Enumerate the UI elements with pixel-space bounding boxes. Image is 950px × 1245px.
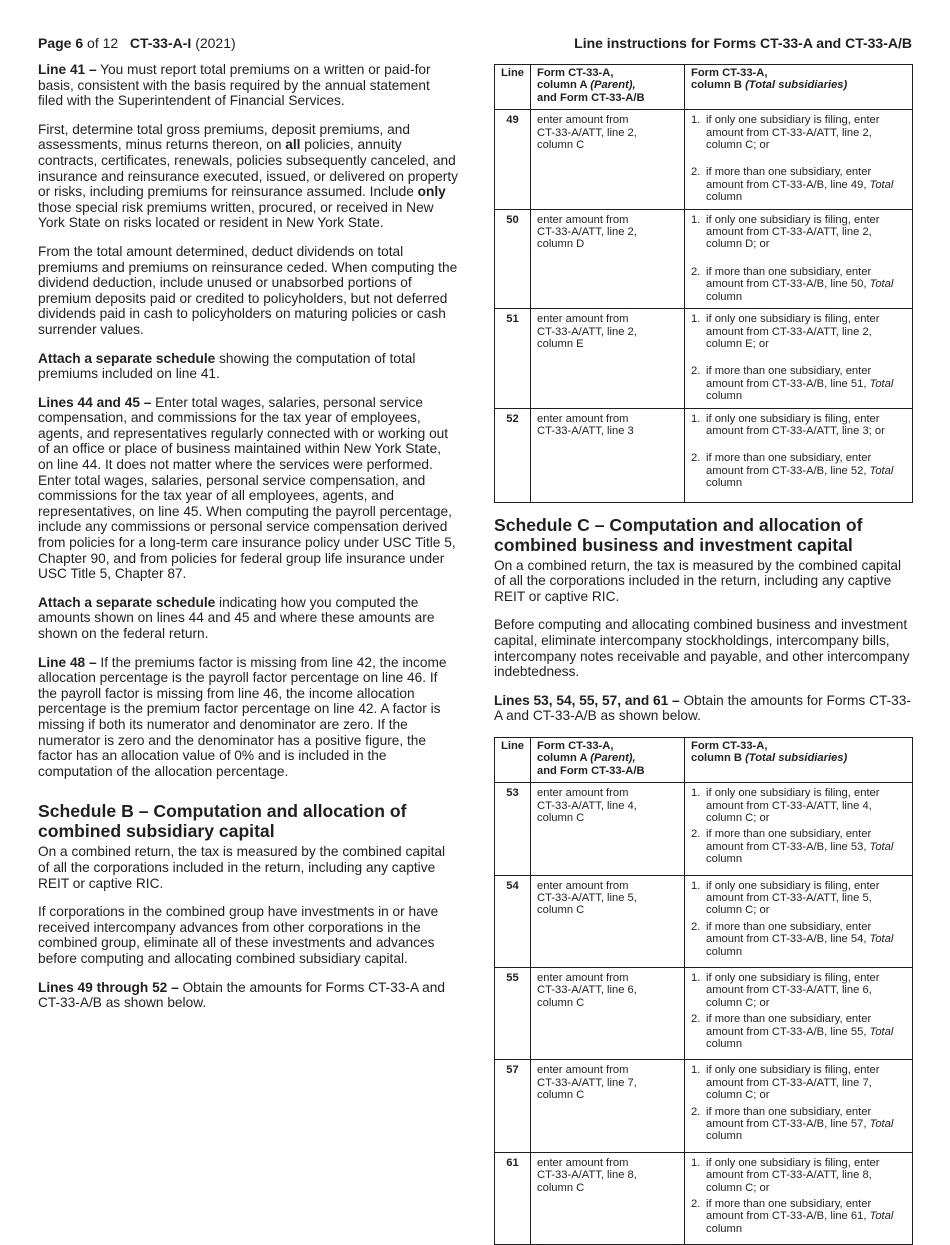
table-row	[495, 209, 913, 308]
option-1	[691, 1064, 906, 1101]
option-1	[691, 972, 906, 1009]
option-text: if only one subsidiary is filing, enter amount from CT-33-A/ATT, line 2, column D; or	[706, 213, 880, 251]
right-column	[494, 64, 912, 1245]
header-text: column A	[537, 79, 591, 92]
emphasis-all: all	[285, 137, 301, 153]
form-year: (2021)	[195, 35, 236, 51]
gross-premiums-text-c: those special risk premiums written, procured, or received in New York State on risks located or resident in New York State.	[38, 199, 434, 231]
option-text-main: if more than one subsidiary, enter amount from CT-33-A/B, line 57,	[706, 1105, 872, 1131]
option-2	[691, 1013, 906, 1050]
option-number: 2.	[691, 365, 701, 378]
subsidiary-instruction	[685, 875, 913, 967]
option-text	[706, 921, 906, 958]
schedule-c-paragraph-1: On a combined return, the tax is measured by the combined capital of all the corporations included in the return, including any captive REIT or captive RIC.	[494, 557, 902, 604]
header-text: Form CT-33-A,	[537, 739, 614, 752]
parent-instruction-text: enter amount from CT-33-A/ATT, line 7, column C	[537, 1064, 637, 1102]
option-number: 1.	[691, 313, 701, 326]
option-text	[706, 452, 906, 489]
option-text	[706, 1013, 906, 1050]
emphasis-only: only	[417, 184, 446, 200]
line-48-label: Line 48 –	[38, 654, 97, 670]
total-word: Total	[869, 278, 894, 291]
lines-53-61-paragraph	[494, 693, 912, 724]
schedule-b-heading: Schedule B – Computation and allocation of combined subsidiary capital	[38, 801, 407, 842]
parent-instruction	[531, 209, 685, 308]
table-row	[495, 1060, 913, 1152]
line-number: 50	[495, 209, 531, 308]
total-word: Total	[869, 377, 894, 390]
parent-instruction-text: enter amount from CT-33-A/ATT, line 5, column C	[537, 879, 637, 917]
lines-53-61-label: Lines 53, 54, 55, 57, and 61 –	[494, 692, 680, 708]
total-word: Total	[869, 464, 894, 477]
header-text: (Parent),	[590, 79, 636, 92]
gross-premiums-text-a: First, determine total gross premiums, deposit premiums, and assessments, minus returns thereon, on	[38, 121, 410, 153]
page-of: of 12	[87, 35, 119, 51]
option-text-main: if more than one subsidiary, enter amount from CT-33-A/B, line 49,	[706, 166, 872, 191]
total-word: Total	[869, 840, 894, 853]
option-text: if only one subsidiary is filing, enter amount from CT-33-A/ATT, line 6, column C; or	[706, 971, 880, 1009]
option-text: if only one subsidiary is filing, enter amount from CT-33-A/ATT, line 7, column C; or	[706, 1064, 880, 1102]
option-text: if only one subsidiary is filing, enter amount from CT-33-A/ATT, line 8, column C; or	[706, 1156, 880, 1194]
parent-instruction	[531, 408, 685, 502]
parent-instruction-text: enter amount from CT-33-A/ATT, line 8, column C	[537, 1156, 637, 1194]
option-number: 2.	[691, 828, 701, 841]
option-text	[706, 1106, 906, 1143]
attach-schedule-text-1: showing the computation of total premiums included on line 41.	[38, 350, 416, 382]
lines-53-61-text: Obtain the amounts for Forms CT-33-A and CT-33-A/B as shown below.	[494, 692, 911, 724]
parent-instruction	[531, 967, 685, 1059]
header-text: column B	[691, 752, 746, 765]
option-number: 1.	[691, 879, 701, 892]
option-text	[706, 266, 906, 303]
option-1	[691, 214, 906, 251]
schedule-b-lines-table	[494, 64, 913, 503]
option-2	[691, 266, 906, 303]
lines-49-52-paragraph	[38, 980, 458, 1011]
line-number: 49	[495, 110, 531, 209]
option-number: 1.	[691, 787, 701, 800]
option-number: 2.	[691, 920, 701, 933]
option-text-main: if more than one subsidiary, enter amount from CT-33-A/B, line 51,	[706, 365, 872, 390]
subsidiary-instruction	[685, 209, 913, 308]
option-text	[706, 828, 906, 865]
parent-instruction	[531, 309, 685, 408]
option-text: if only one subsidiary is filing, enter amount from CT-33-A/ATT, line 2, column E; or	[706, 313, 880, 350]
parent-instruction	[531, 875, 685, 967]
line-41-paragraph	[38, 62, 458, 109]
dividends-paragraph: From the total amount determined, deduct dividends on total premiums and premiums on reinsurance ceded. When computing the dividend deduction, include unused or unabsorbed portions of premium deposits paid or credited to policyholders, but not deferred dividends paid in cash to policyholders on maturing policies or cash surrender values.	[38, 243, 458, 337]
total-word: Total	[869, 178, 894, 191]
column-word: column	[706, 1222, 743, 1235]
parent-instruction-text: enter amount from CT-33-A/ATT, line 2, column D	[537, 213, 637, 251]
line-41-label: Line 41 –	[38, 62, 97, 77]
line-number: 55	[495, 967, 531, 1059]
header-text: (Parent),	[590, 752, 636, 765]
column-word: column	[706, 853, 743, 866]
header-text: column B	[691, 79, 746, 92]
schedule-c-lines-table	[494, 737, 913, 1245]
subsidiary-instruction	[685, 1060, 913, 1152]
option-2	[691, 365, 906, 402]
option-2	[691, 1106, 906, 1143]
parent-instruction	[531, 1060, 685, 1152]
column-word: column	[706, 477, 743, 490]
lines-44-45-paragraph	[38, 395, 458, 582]
parent-instruction-text: enter amount from CT-33-A/ATT, line 6, column C	[537, 971, 637, 1009]
table-row	[495, 875, 913, 967]
option-number: 2.	[691, 1198, 701, 1211]
column-word: column	[706, 290, 743, 303]
option-2	[691, 452, 906, 489]
option-number: 1.	[691, 1064, 701, 1077]
option-text-main: if more than one subsidiary, enter amount from CT-33-A/B, line 50,	[706, 265, 872, 291]
column-header-line: Line	[495, 737, 531, 782]
option-1	[691, 1157, 906, 1194]
header-text: and Form CT-33-A/B	[537, 91, 645, 104]
line-number: 57	[495, 1060, 531, 1152]
table-row	[495, 783, 913, 875]
option-1	[691, 413, 906, 438]
column-word: column	[706, 390, 743, 403]
option-1	[691, 114, 906, 151]
line-number: 61	[495, 1152, 531, 1244]
subsidiary-instruction	[685, 967, 913, 1059]
column-word: column	[706, 1130, 743, 1143]
table-row	[495, 110, 913, 209]
gross-premiums-text-b: policies, annuity contracts, certificates, renewals, policies subsequently canceled, and insurance and reinsurance executed, issued, or delivered on property or risks, including premiums for reinsurance assumed. Include	[38, 137, 459, 200]
parent-instruction	[531, 110, 685, 209]
parent-instruction-text: enter amount from CT-33-A/ATT, line 3	[537, 412, 634, 437]
attach-schedule-paragraph-1	[38, 351, 458, 382]
option-text-main: if more than one subsidiary, enter amount from CT-33-A/B, line 55,	[706, 1013, 872, 1038]
left-column	[38, 62, 458, 1024]
header-text: Form CT-33-A,	[691, 739, 768, 752]
attach-schedule-label-2: Attach a separate schedule	[38, 594, 216, 610]
table-header-row	[495, 65, 913, 110]
table-row	[495, 309, 913, 408]
line-41-text: You must report total premiums on a written or paid-for basis, consistent with the basis required by the annual statement filed with the Superintendent of Financial Services.	[38, 62, 431, 109]
lines-44-45-label: Lines 44 and 45 –	[38, 394, 152, 410]
lines-49-52-text: Obtain the amounts for Forms CT-33-A and CT-33-A/B as shown below.	[38, 979, 445, 1011]
option-number: 1.	[691, 114, 701, 127]
column-header-line: Line	[495, 65, 531, 110]
option-number: 1.	[691, 213, 701, 226]
option-text	[706, 365, 906, 402]
subsidiary-instruction	[685, 408, 913, 502]
option-number: 2.	[691, 1105, 701, 1118]
total-word: Total	[869, 933, 894, 946]
parent-instruction-text: enter amount from CT-33-A/ATT, line 2, column E	[537, 313, 637, 350]
option-2	[691, 166, 906, 203]
schedule-b-paragraph-1: On a combined return, the tax is measured by the combined capital of all the corporations included in the return, including any captive REIT or captive RIC.	[38, 844, 446, 891]
subsidiary-instruction	[685, 783, 913, 875]
page-number: Page 6	[38, 35, 84, 51]
column-word: column	[706, 945, 743, 958]
column-header-subsidiaries	[685, 737, 913, 782]
option-1	[691, 787, 906, 824]
option-number: 2.	[691, 265, 701, 278]
option-1	[691, 313, 906, 350]
option-text-main: if more than one subsidiary, enter amount from CT-33-A/B, line 61,	[706, 1198, 872, 1223]
header-text: (Total subsidiaries)	[745, 752, 848, 765]
total-word: Total	[869, 1118, 894, 1131]
subsidiary-instruction	[685, 110, 913, 209]
subsidiary-instruction	[685, 309, 913, 408]
lines-44-45-text: Enter total wages, salaries, personal service compensation, and commissions for the tax year of employees, agents, and representatives regularly connected with or working out of an office or place of business maintained within New York State, on line 44. It does not matter where the services were performed. Enter total wages, salaries, personal service compensation, and commissions for the tax year of all employees, agents, and representatives, on line 45. When computing the payroll percentage, include any commissions or personal service compensation derived from policies for a long-term care insurance policy under USC Title 5, Chapter 90, and from policies for federal group life insurance under USC Title 5, Chapter 87.	[38, 394, 456, 582]
table-header-row	[495, 737, 913, 782]
attach-schedule-label-1: Attach a separate schedule	[38, 350, 216, 366]
form-id: CT-33-A-I	[129, 35, 192, 51]
column-word: column	[706, 1038, 743, 1050]
line-number: 53	[495, 783, 531, 875]
option-number: 2.	[691, 1013, 701, 1026]
header-text: Form CT-33-A,	[691, 67, 768, 79]
option-text	[706, 166, 906, 203]
line-48-text: If the premiums factor is missing from line 42, the income allocation percentage is the payroll factor percentage on line 46. If the payroll factor is missing from line 46, the income allocation percentage is the premium factor percentage on line 42. A factor is missing if both its numerator and denominator are zero. If the numerator is zero and the denominator has a positive figure, the factor has an allocation value of 0% and is included in the computation of the allocation percentage.	[38, 654, 447, 779]
parent-instruction	[531, 1152, 685, 1244]
schedule-c-paragraph-2: Before computing and allocating combined business and investment capital, eliminate intercompany stockholdings, intercompany bills, intercompany notes receivable and payable, and other intercompany indebtedness.	[494, 617, 910, 680]
column-header-parent	[531, 737, 685, 782]
option-2	[691, 921, 906, 958]
gross-premiums-paragraph	[38, 122, 458, 231]
option-text: if only one subsidiary is filing, enter amount from CT-33-A/ATT, line 5, column C; or	[706, 879, 880, 917]
option-text-main: if more than one subsidiary, enter amount from CT-33-A/B, line 53,	[706, 828, 872, 853]
lines-49-52-label: Lines 49 through 52 –	[38, 979, 179, 995]
total-word: Total	[869, 1210, 894, 1223]
line-number: 52	[495, 408, 531, 502]
column-header-subsidiaries	[685, 65, 913, 110]
option-1	[691, 880, 906, 917]
attach-schedule-text-2: indicating how you computed the amounts shown on lines 44 and 45 and where these amounts are shown on the federal return.	[38, 594, 435, 641]
line-number: 54	[495, 875, 531, 967]
option-2	[691, 828, 906, 865]
page-header-left	[38, 35, 236, 51]
column-header-parent	[531, 65, 685, 110]
line-48-paragraph	[38, 655, 458, 780]
option-text-main: if more than one subsidiary, enter amount from CT-33-A/B, line 54,	[706, 920, 872, 946]
attach-schedule-paragraph-2	[38, 595, 458, 642]
column-word: column	[706, 191, 743, 204]
option-number: 2.	[691, 166, 701, 179]
total-word: Total	[869, 1025, 894, 1038]
parent-instruction-text: enter amount from CT-33-A/ATT, line 2, column C	[537, 114, 637, 152]
parent-instruction-text: enter amount from CT-33-A/ATT, line 4, column C	[537, 787, 637, 824]
subsidiary-instruction	[685, 1152, 913, 1244]
page-header-title: Line instructions for Forms CT-33-A and CT-33-A/B	[574, 35, 912, 51]
option-text: if only one subsidiary is filing, enter amount from CT-33-A/ATT, line 3; or	[706, 412, 885, 437]
option-number: 2.	[691, 452, 701, 465]
schedule-c-heading: Schedule C – Computation and allocation of combined business and investment capital	[494, 514, 863, 555]
table-row	[495, 967, 913, 1059]
option-text: if only one subsidiary is filing, enter amount from CT-33-A/ATT, line 4, column C; or	[706, 787, 880, 824]
parent-instruction	[531, 783, 685, 875]
option-number: 1.	[691, 412, 701, 425]
header-text: Form CT-33-A,	[537, 67, 614, 79]
line-number: 51	[495, 309, 531, 408]
header-text: and Form CT-33-A/B	[537, 764, 645, 777]
schedule-b-paragraph-2: If corporations in the combined group have investments in or have received intercompany advances from other corporations in the combined group, eliminate all of these investments and advances before computing and allocating combined subsidiary capital.	[38, 904, 439, 966]
option-number: 1.	[691, 1156, 701, 1169]
header-text: (Total subsidiaries)	[745, 79, 848, 92]
header-text: column A	[537, 752, 591, 765]
table-row	[495, 408, 913, 502]
option-text-main: if more than one subsidiary, enter amount from CT-33-A/B, line 52,	[706, 452, 872, 477]
table-row	[495, 1152, 913, 1244]
option-number: 1.	[691, 971, 701, 984]
option-text: if only one subsidiary is filing, enter amount from CT-33-A/ATT, line 2, column C; or	[706, 114, 880, 152]
